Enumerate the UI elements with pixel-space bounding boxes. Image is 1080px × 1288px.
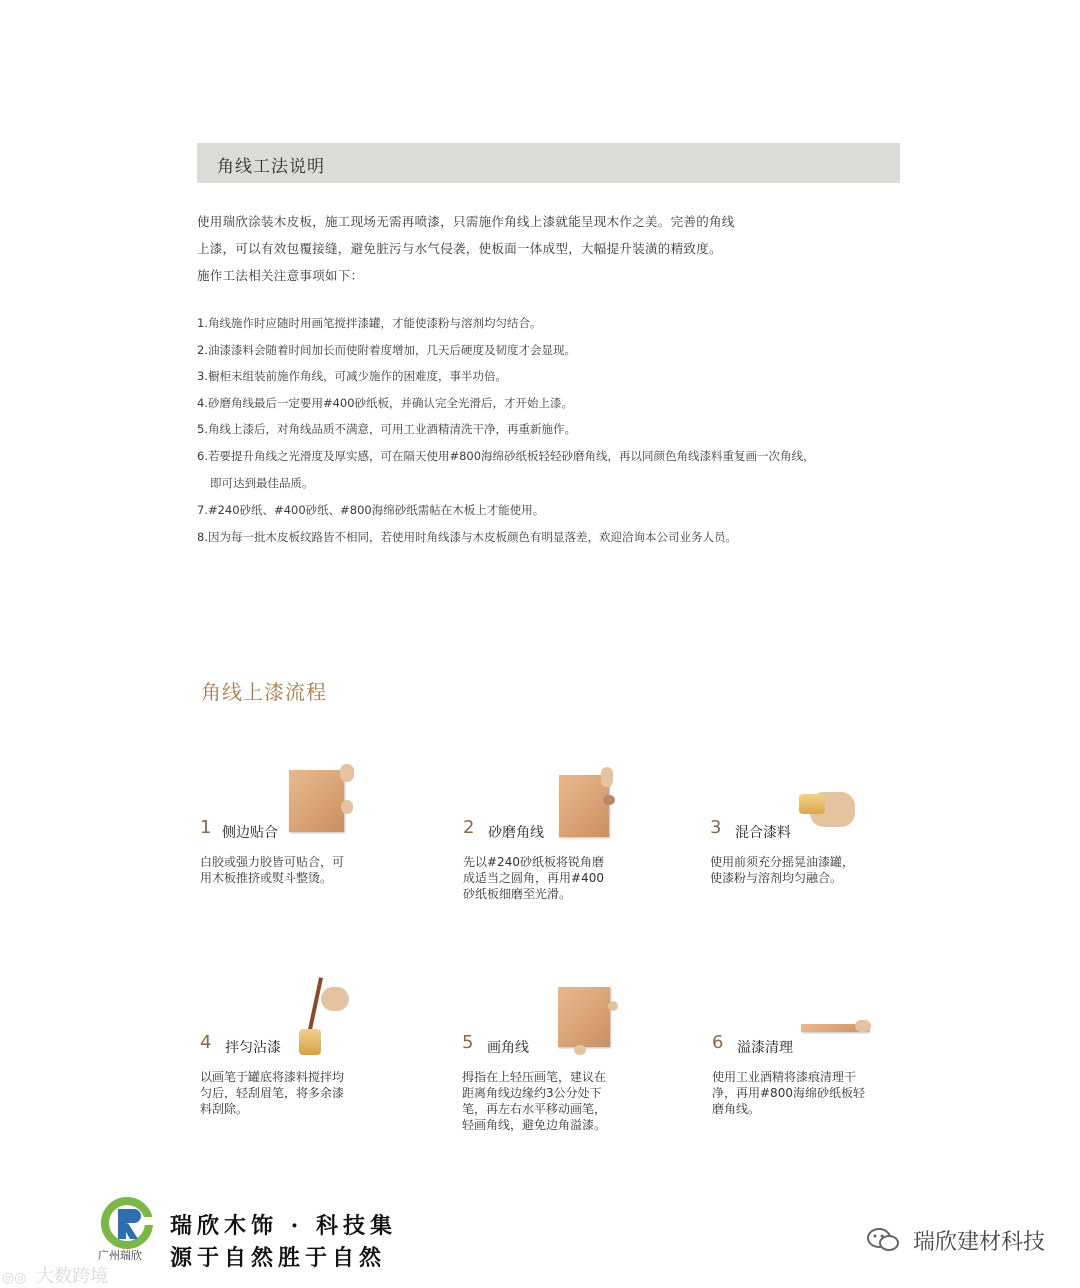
step-name: 拌匀沾漆 bbox=[225, 1040, 281, 1056]
step-name: 画角线 bbox=[487, 1040, 529, 1056]
wechat-account-name: 瑞欣建材科技 bbox=[912, 1230, 1045, 1255]
step-name: 混合漆料 bbox=[735, 825, 791, 841]
step-6 bbox=[712, 975, 942, 1125]
step-description: 拇指在上轻压画笔，建议在 距离角线边缘约3公分处下 笔，再左右水平移动画笔， 轻画角线，避免边角溢漆。 bbox=[462, 1070, 607, 1132]
intro-line: 施作工法相关注意事项如下： bbox=[197, 268, 364, 283]
paint-can-shake-illustration bbox=[795, 782, 865, 837]
note-item: 5.角线上漆后，对角线品质不满意，可用工业酒精清洗干净，再重新施作。 bbox=[197, 422, 576, 436]
slogan-line-1: 瑞欣木饰 · 科技集 bbox=[170, 1213, 397, 1239]
step-number: 3 bbox=[710, 817, 722, 838]
step-1 bbox=[200, 762, 430, 912]
board-side-glue-illustration bbox=[285, 762, 365, 837]
step-number: 1 bbox=[200, 817, 212, 838]
step-name: 溢漆清理 bbox=[737, 1040, 793, 1056]
wechat-account bbox=[866, 1225, 1045, 1259]
intro-line: 上漆，可以有效包覆接缝，避免脏污与水气侵袭，使板面一体成型，大幅提升装潢的精致度。 bbox=[197, 241, 722, 256]
step-description: 使用工业酒精将漆痕清理干 净，再用#800海绵砂纸板轻 磨角线。 bbox=[712, 1070, 865, 1116]
step-name: 砂磨角线 bbox=[488, 825, 544, 841]
logo-caption: 广州瑞欣 bbox=[98, 1249, 142, 1262]
note-item: 6.若要提升角线之光滑度及厚实感，可在隔天使用#800海绵砂纸板轻轻砂磨角线，再以同颜色角线漆料重复画一次角线， bbox=[197, 449, 815, 463]
section-header-bar bbox=[197, 143, 900, 183]
note-item: 8.因为每一批木皮板纹路皆不相同，若使用时角线漆与木皮板颜色有明显落差，欢迎洽询本公司业务人员。 bbox=[197, 530, 737, 544]
step-2 bbox=[463, 762, 693, 912]
note-item: 7.#240砂纸、#400砂纸、#800海绵砂纸需帖在木板上才能使用。 bbox=[197, 503, 545, 517]
note-item: 3.橱柜未组装前施作角线，可减少施作的困难度，事半功倍。 bbox=[197, 369, 507, 383]
step-number: 2 bbox=[463, 817, 475, 838]
step-description: 先以#240砂纸板将锐角磨 成适当之圆角，再用#400 砂纸板细磨至光滑。 bbox=[463, 855, 604, 901]
step-description: 使用前须充分摇晃油漆罐， 使漆粉与溶剂均匀融合。 bbox=[710, 855, 855, 885]
note-item: 4.砂磨角线最后一定要用#400砂纸板，并确认完全光滑后，才开始上漆。 bbox=[197, 396, 574, 410]
intro-line: 使用瑞欣涂装木皮板，施工现场无需再喷漆，只需施作角线上漆就能呈现木作之美。完善的角线 bbox=[197, 214, 735, 229]
wechat-icon bbox=[866, 1227, 900, 1259]
watermark-icon: ◎◎ bbox=[2, 1270, 27, 1286]
process-title: 角线上漆流程 bbox=[201, 680, 327, 704]
sanding-illustration bbox=[553, 767, 633, 842]
brush-dip-illustration bbox=[295, 975, 355, 1060]
slogan-line-2: 源于自然胜于自然 bbox=[170, 1245, 387, 1271]
step-number: 5 bbox=[462, 1032, 474, 1053]
step-description: 以画笔于罐底将漆料搅拌均 匀后，轻刮眉笔，将多余漆 料刮除。 bbox=[200, 1070, 345, 1116]
note-item: 2.油漆漆料会随着时间加长而使附着度增加，几天后硬度及韧度才会显现。 bbox=[197, 343, 576, 357]
note-item-continued: 即可达到最佳品质。 bbox=[210, 476, 314, 490]
step-number: 4 bbox=[200, 1032, 212, 1053]
step-number: 6 bbox=[712, 1032, 724, 1053]
watermark-text: 大数跨境 bbox=[36, 1266, 109, 1287]
cleanup-illustration bbox=[797, 1020, 877, 1040]
note-item: 1.角线施作时应随时用画笔搅拌漆罐，才能使漆粉与溶剂均匀结合。 bbox=[197, 316, 542, 330]
step-description: 白胶或强力胶皆可贴合，可 用木板推挤或熨斗整烫。 bbox=[200, 855, 345, 885]
watermark bbox=[2, 1262, 108, 1288]
step-4 bbox=[200, 975, 430, 1125]
edge-painting-illustration bbox=[552, 985, 632, 1063]
company-logo bbox=[96, 1195, 158, 1262]
step-5 bbox=[462, 975, 692, 1132]
section-title: 角线工法说明 bbox=[217, 157, 325, 177]
step-3 bbox=[710, 762, 940, 912]
step-name: 侧边贴合 bbox=[222, 825, 278, 841]
